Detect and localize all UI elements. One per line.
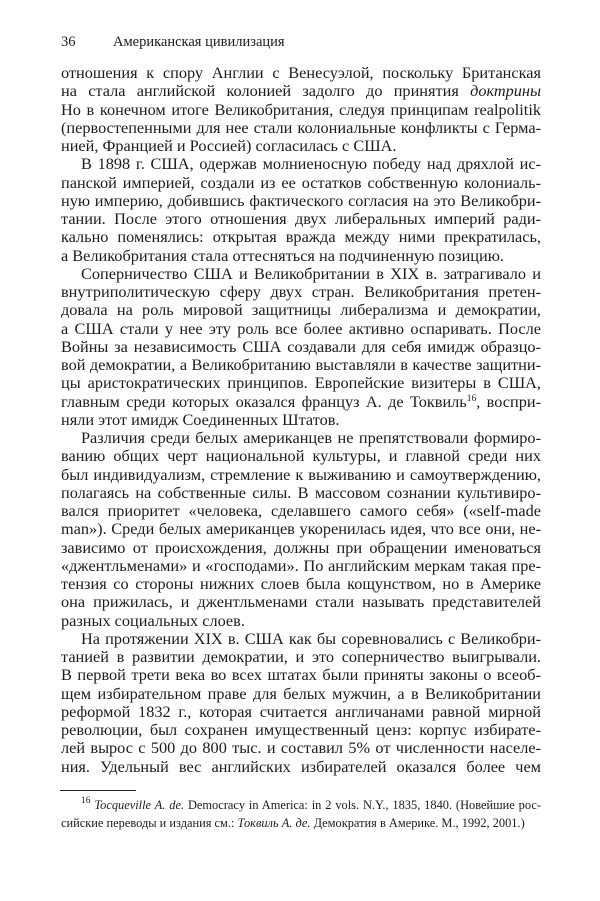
- text-run: вался приоритет «человека, сделавшего самого себя» («self-made: [61, 502, 541, 520]
- text-line: [61, 429, 541, 447]
- body-text: [61, 64, 541, 776]
- text-line: [61, 447, 541, 465]
- footnote-separator: [60, 790, 136, 791]
- text-run: вой демократии, а Великобританию выставляли в качестве защитни-: [61, 356, 541, 374]
- text-run: тензия со стороны нижних слоев была кощунством, но в Америке: [61, 575, 541, 593]
- text-run: довала на роль мировой защитницы либерализма и демократии,: [61, 301, 541, 320]
- text-run: , воспри-: [476, 392, 541, 411]
- text-run: зависимо от происхождения, должны при обращении именоваться: [61, 538, 541, 557]
- text-line: [61, 320, 541, 338]
- text-line: [61, 411, 541, 429]
- text-run: сийские переводы и издания см.:: [61, 815, 238, 830]
- text-run: Войны за независимость США создавали для себя имидж образцо-: [61, 337, 541, 356]
- text-line: [61, 228, 541, 246]
- italic-text: Токвиль А. де.: [237, 815, 311, 830]
- text-line: [61, 174, 541, 192]
- text-run: лей вырос с 500 до 800 тыс. и составил 5% от численности населе-: [61, 739, 541, 758]
- text-line: [61, 758, 541, 776]
- text-line: [61, 484, 541, 502]
- text-line: [61, 666, 541, 684]
- text-run: на стала английской колонией задолго до принятия: [61, 82, 471, 101]
- text-line: [61, 739, 541, 757]
- text-line: [61, 356, 541, 374]
- text-line: [61, 338, 541, 356]
- footnote-line: [61, 815, 541, 833]
- text-line: [61, 283, 541, 301]
- text-run: танией в развитии демократии, и это соперничество выигрывали.: [61, 648, 541, 666]
- text-run: кально поменялись: открытая вражда между ними прекратилась,: [61, 228, 541, 247]
- text-run: В первой трети века во всех штатах были приняты законы о всеоб-: [61, 666, 541, 685]
- text-run: няли этот имидж Соединенных Штатов.: [61, 410, 340, 429]
- text-run: (первостепенными для нее стали колониальные конфликты с Герма-: [61, 118, 541, 137]
- text-run: На протяжении XIX в. США как бы соревновались с Великобри-: [81, 629, 541, 648]
- text-line: [61, 82, 541, 100]
- text-line: [61, 648, 541, 666]
- text-line: [61, 64, 541, 82]
- text-line: [61, 557, 541, 575]
- text-line: [61, 520, 541, 538]
- running-title: Американская цивилизация: [113, 34, 285, 50]
- text-line: [61, 247, 541, 265]
- text-line: [61, 630, 541, 648]
- running-header: [61, 34, 285, 51]
- text-line: [61, 685, 541, 703]
- text-line: [61, 393, 541, 411]
- text-run: Демократия в Америке. М., 1992, 2001.): [310, 815, 525, 830]
- text-run: цы аристократических принципов. Европейские визитеры в США,: [61, 374, 541, 393]
- text-line: [61, 301, 541, 319]
- text-line: [61, 265, 541, 283]
- text-run: man»). Среди белых американцев укоренилась идея, что все они, не-: [61, 520, 541, 539]
- text-run: главным среди которых оказался француз А. де Токвиль: [61, 392, 467, 411]
- text-run: отношения к спору Англии с Венесуэлой, поскольку Британская: [61, 64, 541, 82]
- text-run: реформой 1832 г., которая считается англичанами равной мирной: [61, 702, 541, 721]
- text-run: а Великобритания стала оттесняться на подчиненную позицию.: [61, 246, 504, 265]
- text-line: [61, 703, 541, 721]
- text-run: ванию общих черт национальной культуры, и главной среди них: [61, 447, 541, 466]
- text-run: панской империей, создали из ее остатков собственную колониаль-: [61, 173, 541, 192]
- text-run: разных социальных слоев.: [61, 611, 245, 630]
- text-line: [61, 210, 541, 228]
- text-run: ния. Удельный вес английских избирателей оказался более чем: [61, 757, 541, 776]
- text-line: [61, 119, 541, 137]
- text-line: [61, 192, 541, 210]
- text-line: [61, 502, 541, 520]
- footnotes: [61, 797, 541, 832]
- footnote-ref: 16: [81, 796, 91, 806]
- text-run: В 1898 г. США, одержав молниеносную победу над дряхлой ис-: [81, 155, 541, 174]
- text-run: Democracy in America: in 2 vols. N.Y., 1835, 1840. (Новейшие рос-: [184, 798, 541, 812]
- text-line: [61, 137, 541, 155]
- text-run: революции, был сохранен имущественный ценз: корпус избирате-: [61, 721, 541, 739]
- text-line: [61, 539, 541, 557]
- footnote-ref: 16: [466, 393, 477, 404]
- text-run: нией, Францией и Россией) согласилась с США.: [61, 137, 397, 155]
- text-line: [61, 593, 541, 611]
- text-run: ную империю, добившись фактического согласия на это Великобри-: [61, 191, 541, 210]
- text-run: она прижилась, и джентльменами стали называть представителей: [61, 593, 541, 612]
- text-line: [61, 466, 541, 484]
- text-line: [61, 101, 541, 119]
- text-run: Но в конечном итоге Великобритания, следуя принципам realpolitik: [61, 100, 541, 119]
- text-run: щем избирательном праве для белых мужчин, а в Великобритании: [61, 684, 541, 703]
- text-run: «джентльменами» и «господами». По английским меркам такая пре-: [61, 556, 541, 575]
- text-run: Соперничество США и Великобритании в XIX в. затрагивало и: [81, 264, 541, 283]
- text-line: [61, 721, 541, 739]
- text-line: [61, 155, 541, 173]
- italic-text: доктрины: [470, 82, 541, 101]
- text-line: [61, 374, 541, 392]
- text-run: а США стали у нее эту роль все более активно оспаривать. После: [61, 319, 541, 338]
- text-run: был индивидуализм, стремление к выживанию и самоутверждению,: [61, 465, 541, 484]
- text-run: тании. После этого отношения двух либеральных империй ради-: [61, 210, 541, 228]
- page-number: 36: [61, 34, 76, 50]
- text-line: [61, 612, 541, 630]
- footnote-line: [61, 797, 541, 815]
- text-run: внутриполитическую сферу двух стран. Великобритания претен-: [61, 283, 541, 301]
- italic-text: Tocqueville A. de.: [94, 798, 185, 812]
- text-run: полагаясь на собственные силы. В массовом сознании культивиро-: [61, 483, 541, 502]
- text-run: Различия среди белых американцев не препятствовали формиро-: [81, 429, 541, 447]
- text-line: [61, 575, 541, 593]
